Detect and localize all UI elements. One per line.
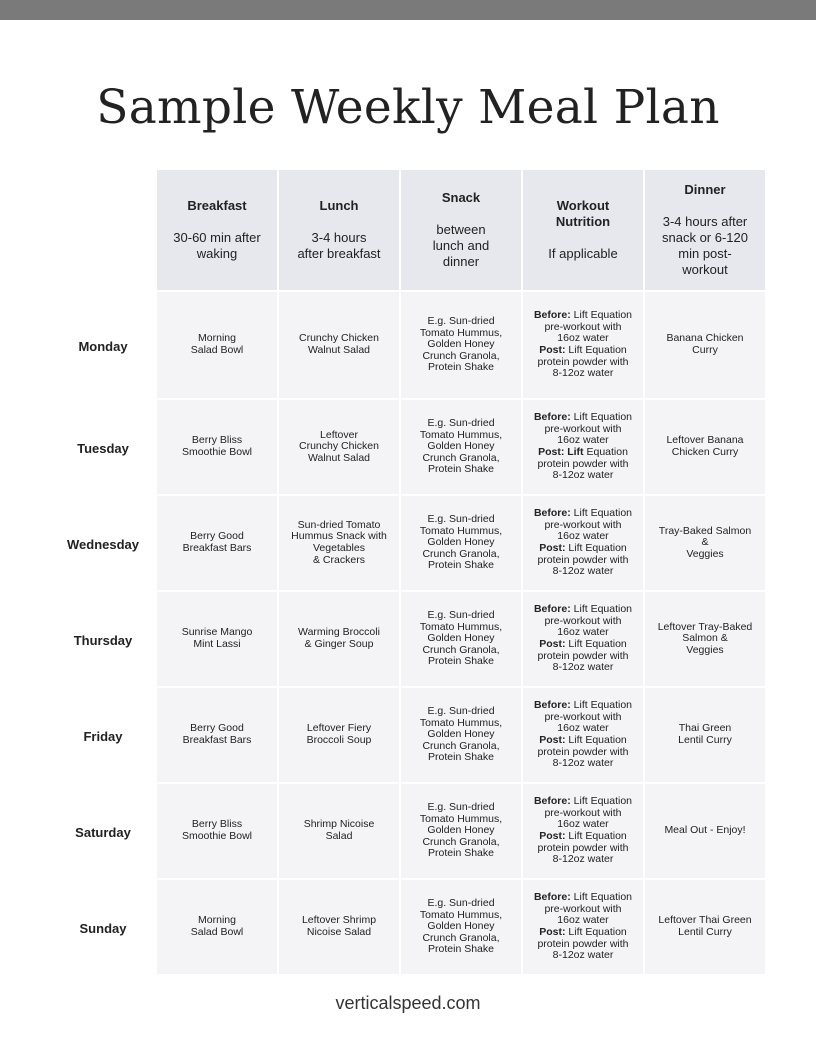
day-labels	[50, 292, 156, 976]
meal-plan-table	[157, 170, 765, 974]
friday-workout-cell	[523, 688, 643, 782]
workout-before-text: Lift Equation pre-workout with 16oz water	[544, 891, 633, 927]
monday-workout-cell	[523, 292, 643, 398]
workout-post	[537, 927, 628, 962]
workout-before-text: Lift Equation pre-workout with 16oz water	[544, 309, 633, 345]
column-header-subtitle: between lunch and dinner	[432, 222, 490, 269]
thursday-snack-cell: E.g. Sun-dried Tomato Hummus, Golden Honey Crunch Granola, Protein Shake	[401, 592, 521, 686]
page-title: Sample Weekly Meal Plan	[96, 80, 720, 135]
workout-before-label: Before:	[533, 795, 571, 808]
column-header-snack	[401, 170, 521, 290]
workout-post-text: Lift Equation protein powder with 8-12oz water	[537, 638, 629, 674]
thursday-lunch-cell: Warming Broccoli & Ginger Soup	[279, 592, 399, 686]
workout-before-label: Before:	[533, 507, 571, 520]
friday-dinner-cell: Thai Green Lentil Curry	[645, 688, 765, 782]
column-header-dinner	[645, 170, 765, 290]
workout-post-text: Lift Equation protein powder with 8-12oz water	[537, 734, 629, 770]
wednesday-breakfast-cell: Berry Good Breakfast Bars	[157, 496, 277, 590]
day-label-saturday: Saturday	[75, 824, 131, 840]
workout-before	[534, 604, 632, 639]
workout-before-text: Lift Equation pre-workout with 16oz water	[544, 507, 633, 543]
column-header-subtitle: 3-4 hours after breakfast	[297, 230, 381, 261]
sunday-breakfast-cell: Morning Salad Bowl	[157, 880, 277, 974]
workout-post-label: Post:	[539, 638, 566, 650]
friday-lunch-cell: Leftover Fiery Broccoli Soup	[279, 688, 399, 782]
workout-post	[537, 639, 628, 674]
column-header-subtitle: If applicable	[548, 246, 618, 261]
workout-before	[534, 796, 632, 831]
friday-snack-cell: E.g. Sun-dried Tomato Hummus, Golden Honey Crunch Granola, Protein Shake	[401, 688, 521, 782]
workout-post-label: Post:	[539, 926, 566, 938]
workout-before-label: Before:	[533, 699, 571, 712]
friday-breakfast-cell: Berry Good Breakfast Bars	[157, 688, 277, 782]
workout-post-text: Equation protein powder with 8-12oz water	[537, 446, 629, 482]
column-header-title: Breakfast	[187, 198, 247, 213]
workout-before	[534, 412, 632, 447]
tuesday-workout-cell	[523, 400, 643, 494]
tuesday-dinner-cell: Leftover Banana Chicken Curry	[645, 400, 765, 494]
top-bar	[0, 0, 816, 20]
day-label-sunday: Sunday	[79, 920, 127, 936]
day-label-tuesday: Tuesday	[77, 440, 129, 456]
day-label-monday: Monday	[78, 338, 128, 354]
workout-post	[537, 447, 628, 482]
saturday-workout-cell	[523, 784, 643, 878]
workout-before-text: Lift Equation pre-workout with 16oz water	[544, 411, 633, 447]
workout-post-label: Post: Lift	[538, 446, 584, 458]
workout-post-text: Lift Equation protein powder with 8-12oz water	[537, 344, 629, 380]
wednesday-lunch-cell: Sun-dried Tomato Hummus Snack with Vegetables & Crackers	[279, 496, 399, 590]
column-header-subtitle: 30-60 min after waking	[173, 230, 261, 261]
sunday-dinner-cell: Leftover Thai Green Lentil Curry	[645, 880, 765, 974]
column-header-title: Snack	[441, 190, 481, 205]
workout-post-label: Post:	[539, 542, 566, 554]
workout-post-text: Lift Equation protein powder with 8-12oz water	[537, 830, 629, 866]
column-header-lunch	[279, 170, 399, 290]
saturday-lunch-cell: Shrimp Nicoise Salad	[279, 784, 399, 878]
column-header-workout-nutrition	[523, 170, 643, 290]
monday-lunch-cell: Crunchy Chicken Walnut Salad	[279, 292, 399, 398]
sunday-lunch-cell: Leftover Shrimp Nicoise Salad	[279, 880, 399, 974]
saturday-snack-cell: E.g. Sun-dried Tomato Hummus, Golden Honey Crunch Granola, Protein Shake	[401, 784, 521, 878]
workout-before	[534, 310, 632, 345]
footer-website: verticalspeed.com	[335, 993, 481, 1013]
saturday-breakfast-cell: Berry Bliss Smoothie Bowl	[157, 784, 277, 878]
workout-before-label: Before:	[533, 891, 571, 904]
column-header-breakfast	[157, 170, 277, 290]
tuesday-lunch-cell: Leftover Crunchy Chicken Walnut Salad	[279, 400, 399, 494]
wednesday-workout-cell	[523, 496, 643, 590]
workout-post	[537, 345, 628, 380]
day-label-wednesday: Wednesday	[66, 536, 139, 552]
workout-before-text: Lift Equation pre-workout with 16oz water	[544, 603, 633, 639]
workout-before-text: Lift Equation pre-workout with 16oz water	[544, 699, 633, 735]
thursday-dinner-cell: Leftover Tray-Baked Salmon & Veggies	[645, 592, 765, 686]
day-label-friday: Friday	[83, 728, 123, 744]
wednesday-snack-cell: E.g. Sun-dried Tomato Hummus, Golden Honey Crunch Granola, Protein Shake	[401, 496, 521, 590]
workout-before-label: Before:	[533, 309, 571, 322]
workout-before	[534, 892, 632, 927]
workout-post-label: Post:	[539, 734, 566, 746]
workout-post	[537, 543, 628, 578]
day-label-thursday: Thursday	[73, 632, 133, 648]
tuesday-breakfast-cell: Berry Bliss Smoothie Bowl	[157, 400, 277, 494]
workout-before-label: Before:	[533, 411, 571, 424]
workout-before-text: Lift Equation pre-workout with 16oz water	[544, 795, 633, 831]
workout-post-text: Lift Equation protein powder with 8-12oz water	[537, 542, 629, 578]
workout-post-text: Lift Equation protein powder with 8-12oz water	[537, 926, 629, 962]
workout-post-label: Post:	[539, 344, 566, 356]
column-header-title: Workout Nutrition	[555, 198, 611, 229]
saturday-dinner-cell: Meal Out - Enjoy!	[645, 784, 765, 878]
workout-post-label: Post:	[539, 830, 566, 842]
column-header-title: Dinner	[684, 182, 726, 197]
monday-breakfast-cell: Morning Salad Bowl	[157, 292, 277, 398]
workout-post	[537, 831, 628, 866]
workout-before-label: Before:	[533, 603, 571, 616]
sunday-workout-cell	[523, 880, 643, 974]
monday-dinner-cell: Banana Chicken Curry	[645, 292, 765, 398]
column-header-title: Lunch	[319, 198, 359, 213]
tuesday-snack-cell: E.g. Sun-dried Tomato Hummus, Golden Honey Crunch Granola, Protein Shake	[401, 400, 521, 494]
workout-post	[537, 735, 628, 770]
workout-before	[534, 700, 632, 735]
wednesday-dinner-cell: Tray-Baked Salmon & Veggies	[645, 496, 765, 590]
workout-before	[534, 508, 632, 543]
sunday-snack-cell: E.g. Sun-dried Tomato Hummus, Golden Honey Crunch Granola, Protein Shake	[401, 880, 521, 974]
thursday-workout-cell	[523, 592, 643, 686]
column-header-subtitle: 3-4 hours after snack or 6-120 min post- workout	[662, 214, 748, 277]
monday-snack-cell: E.g. Sun-dried Tomato Hummus, Golden Honey Crunch Granola, Protein Shake	[401, 292, 521, 398]
thursday-breakfast-cell: Sunrise Mango Mint Lassi	[157, 592, 277, 686]
